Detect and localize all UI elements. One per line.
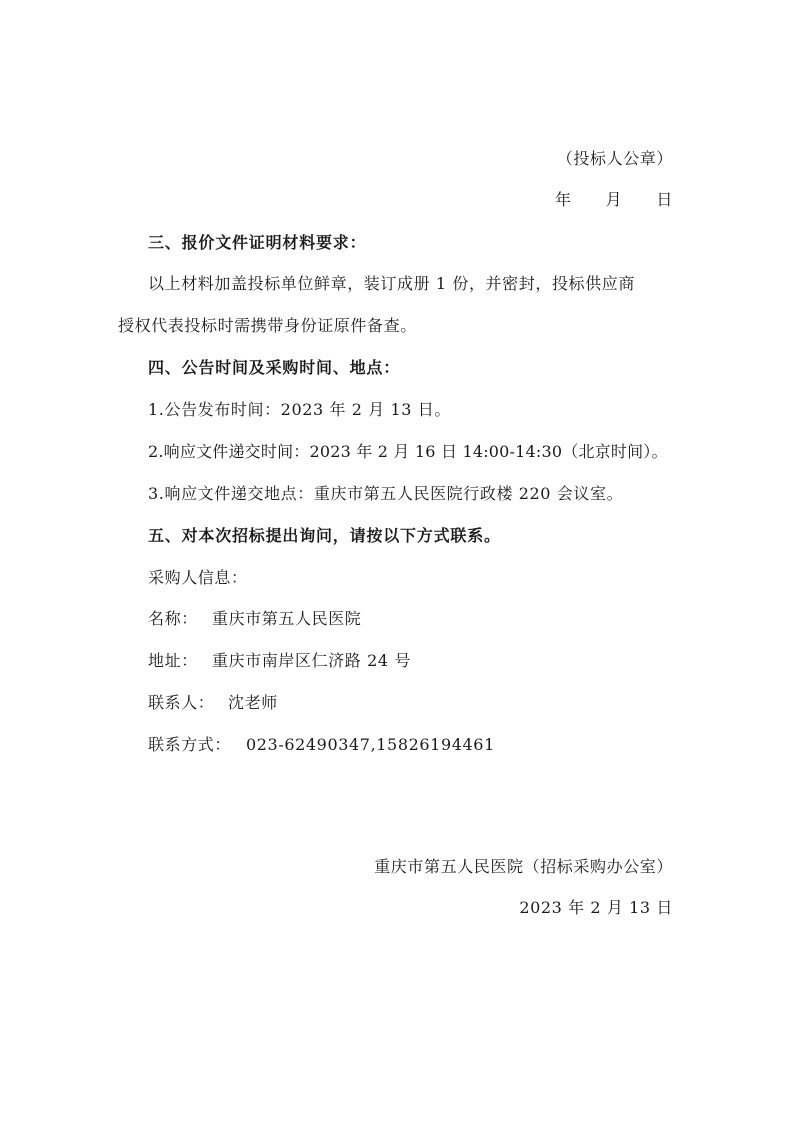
section-4-heading: 四、公告时间及采购时间、地点： [148, 358, 401, 377]
section-3-paragraph-line-1: 以上材料加盖投标单位鲜章，装订成册 1 份，并密封，投标供应商 [148, 274, 635, 293]
purchaser-phone-label: 联系方式： [148, 735, 232, 754]
purchaser-phone-row [148, 734, 495, 756]
seal-date-line: 年 月 日 [554, 190, 673, 209]
purchaser-phone-value: 023-62490347,15826194461 [246, 735, 495, 754]
purchaser-contact-label: 联系人： [148, 693, 215, 712]
footer-organization: 重庆市第五人民医院（招标采购办公室） [374, 857, 673, 876]
submission-location-item: 3.响应文件递交地点：重庆市第五人民医院行政楼 220 会议室。 [148, 484, 624, 503]
purchaser-address-label: 地址： [148, 651, 198, 670]
purchaser-name-label: 名称： [148, 609, 198, 628]
purchaser-info-title: 采购人信息： [148, 568, 248, 587]
seal-label: （投标人公章） [556, 149, 673, 168]
section-3-paragraph-line-2: 授权代表投标时需携带身份证原件备查。 [118, 316, 417, 335]
purchaser-contact-value: 沈老师 [228, 693, 278, 712]
purchaser-name-value: 重庆市第五人民医院 [212, 609, 362, 628]
purchaser-address-value: 重庆市南岸区仁济路 24 号 [212, 651, 411, 670]
announcement-time-item: 1.公告发布时间：2023 年 2 月 13 日。 [148, 400, 451, 419]
purchaser-address-row [148, 650, 411, 672]
footer-date: 2023 年 2 月 13 日 [519, 898, 673, 917]
purchaser-contact-row [148, 692, 278, 714]
submission-time-item: 2.响应文件递交时间：2023 年 2 月 16 日 14:00-14:30（北京时间）。 [148, 442, 668, 461]
section-5-heading: 五、对本次招标提出询问，请按以下方式联系。 [148, 526, 501, 545]
section-3-heading: 三、报价文件证明材料要求： [148, 233, 367, 252]
purchaser-name-row [148, 608, 361, 630]
